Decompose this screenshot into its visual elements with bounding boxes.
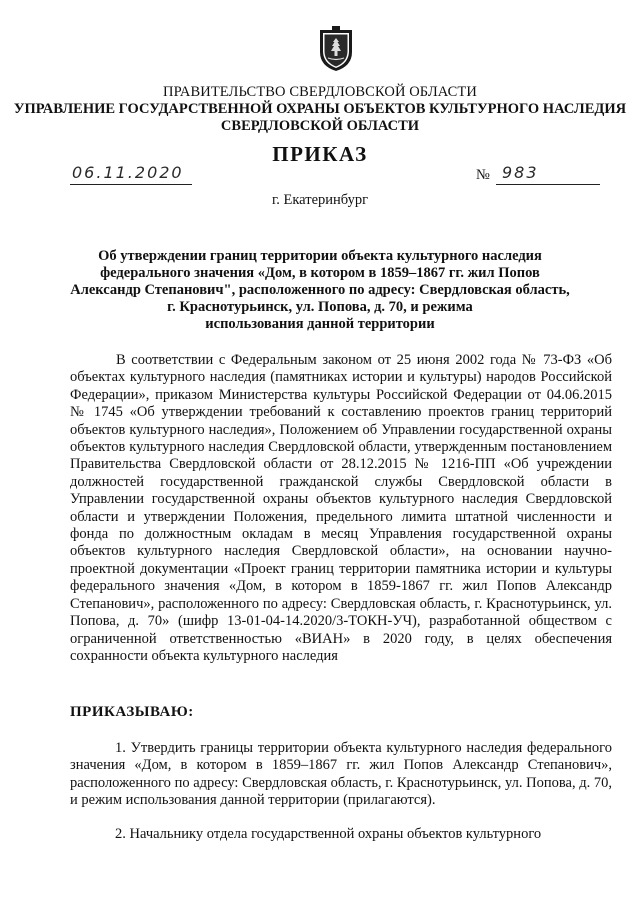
order-date-value: 06.11.2020: [72, 163, 184, 182]
subject-line: г. Краснотурьинск, ул. Попова, д. 70, и режима: [167, 299, 473, 315]
order-heading: ПРИКАЗЫВАЮ:: [70, 704, 194, 720]
order-number-value: 983: [502, 163, 539, 182]
order-subject: [0, 248, 640, 333]
order-item-1: 1. Утвердить границы территории объекта культурного наследия федерального значения «Дом, в котором в 1859–1867 гг. жил Попов Александр Степанович», расположенного по адресу: Свердловская область, г. Краснотурьинск, ул. Попова, д. 70, и режим использования данной территории (прилагаются).: [70, 740, 612, 809]
department-title: [0, 101, 640, 135]
subject-line: Об утверждении границ территории объекта культурного наследия: [98, 248, 542, 264]
coat-of-arms-icon: [318, 26, 354, 72]
order-item-2: 2. Начальнику отдела государственной охраны объектов культурного: [115, 826, 542, 842]
department-title-line2: СВЕРДЛОВСКОЙ ОБЛАСТИ: [220, 118, 420, 134]
order-number: [496, 164, 600, 185]
number-sign: №: [476, 167, 490, 183]
city: г. Екатеринбург: [271, 192, 369, 208]
preamble-text: В соответствии с Федеральным законом от 25 июня 2002 года № 73-ФЗ «Об объектах культурного наследия (памятниках истории и культуры) народов Российской Федерации», приказом Министерства культуры Российской Федерации от 04.06.2015 № 1745 «Об утверждении требований к составлению проектов границ территорий объектов культурного наследия», Положением об Управлении государственной охраны объектов культурного наследия Свердловской области, утвержденным постановлением Правительства Свердловской области от 28.12.2015 № 1216-ПП «Об учреждении должностей государственной гражданской службы Свердловской области в Управлении государственной охраны объектов культурного наследия Свердловской области и утверждении Положения, предельного лимита штатной численности и фонда по должностным окладам в месяц Управления государственной охраны объектов культурного наследия Свердловской области», на основании научно-проектной документации «Проект границ территории памятника истории и культуры федерального значения «Дом, в котором в 1859-1867 гг. жил Попов Александр Степанович», расположенного по адресу: Свердловская область, г. Краснотурьинск, ул. Попова, д. 70» (шифр 13-01-04-14.2020/3-ТОКН-УЧ), разработанной обществом с ограниченной ответственностью «ВИАН» в 2020 году, в целях обеспечения сохранности объекта культурного наследия: [70, 352, 612, 664]
order-date: [70, 164, 192, 185]
subject-line: использования данной территории: [205, 316, 435, 332]
department-title-line1: УПРАВЛЕНИЕ ГОСУДАРСТВЕННОЙ ОХРАНЫ ОБЪЕКТОВ КУЛЬТУРНОГО НАСЛЕДИЯ: [13, 101, 627, 117]
subject-line: федерального значения «Дом, в котором в 1859–1867 гг. жил Попов: [100, 265, 540, 281]
preamble-paragraph: [70, 352, 612, 665]
document-type: ПРИКАЗ: [272, 142, 368, 166]
subject-line: Александр Степанович", расположенного по адресу: Свердловская область,: [70, 282, 570, 298]
government-title: ПРАВИТЕЛЬСТВО СВЕРДЛОВСКОЙ ОБЛАСТИ: [163, 84, 477, 100]
